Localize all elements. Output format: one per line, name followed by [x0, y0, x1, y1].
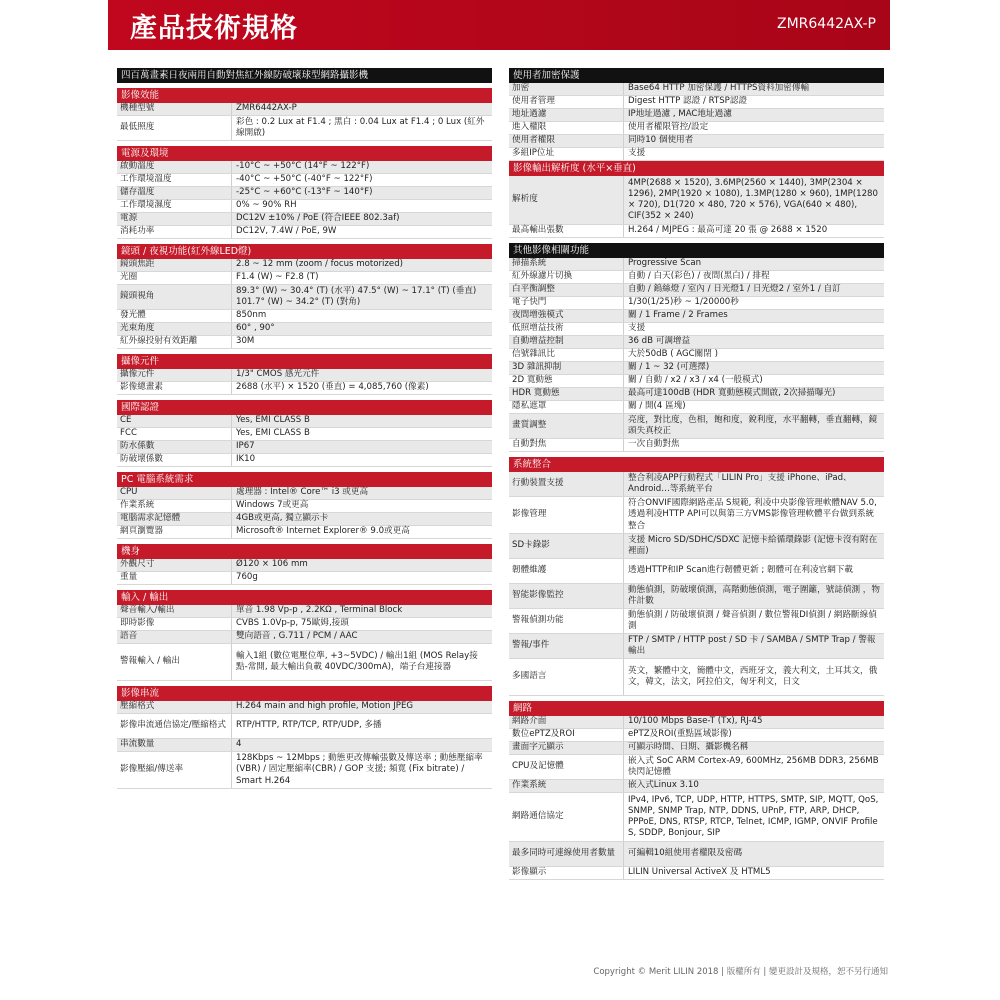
spec-label: 串流數量 — [120, 739, 155, 750]
spec-row — [117, 213, 492, 226]
header-banner — [108, 0, 890, 50]
spec-label: 工作環境濕度 — [120, 200, 172, 211]
spec-value: 最高可達100dB (HDR 寬動態模式開啟, 2次掃描曝光) — [623, 388, 884, 400]
spec-value: 整合利凌APP行動程式「LILIN Pro」支援 iPhone、iPad、Android…等系統平台 — [623, 472, 884, 496]
spec-label: 地址過濾 — [512, 109, 547, 120]
spec-value: ePTZ及ROI(重點區域影像) — [623, 729, 884, 741]
spec-row — [117, 559, 492, 572]
spec-label: CPU及記憶體 — [512, 761, 564, 772]
spec-label: 韌體維護 — [512, 565, 547, 576]
spec-value: -40°C ~ +50°C (-40°F ~ 122°F) — [231, 174, 492, 186]
spec-value: 動態偵測 / 防破壞偵測 / 聲音偵測 / 數位警報DI偵測 / 網路斷線偵測 — [623, 609, 884, 633]
spec-value: Base64 HTTP 加密保護 / HTTPS資料加密傳輸 — [623, 83, 884, 95]
spec-value: 同時10 個使用者 — [623, 135, 884, 147]
spec-row — [509, 729, 884, 742]
spec-label: 使用者管理 — [512, 96, 555, 107]
spec-row — [117, 701, 492, 714]
copyright-footer: Copyright © Merit LILIN 2018 | 版權所有 | 變更設計及規格，恕不另行通知 — [593, 967, 888, 977]
spec-label: HDR 寬動態 — [512, 388, 560, 399]
spec-row — [117, 739, 492, 752]
spec-label: 自動增益控制 — [512, 336, 564, 347]
spec-value: 自動 / 白天(彩色) / 夜間(黑白) / 排程 — [623, 271, 884, 283]
spec-value: 支援 Micro SD/SDHC/SDXC 記憶卡給循環錄影 (記憶卡沒有附在裡面) — [623, 534, 884, 558]
section-title: 電源及環境 — [117, 146, 492, 161]
spec-value: 亮度，對比度，色相，飽和度，銳利度，水平翻轉，垂直翻轉，鏡頭失真校正 — [623, 414, 884, 438]
spec-row — [509, 271, 884, 284]
spec-row — [509, 609, 884, 634]
spec-row — [117, 752, 492, 789]
spec-row — [117, 285, 492, 310]
spec-row — [509, 755, 884, 780]
spec-label: 儲存溫度 — [120, 187, 155, 198]
spec-label: 警報偵測功能 — [512, 615, 564, 626]
spec-row — [117, 174, 492, 187]
spec-row — [117, 187, 492, 200]
spec-value: IP地址過濾 , MAC地址過濾 — [623, 109, 884, 121]
spec-value: Progressive Scan — [623, 258, 884, 270]
spec-value: H.264 main and high profile, Motion JPEG — [231, 701, 492, 713]
spec-label: 機種型號 — [120, 103, 155, 114]
spec-label: 即時影像 — [120, 618, 155, 629]
spec-label: 最高輸出張數 — [512, 225, 564, 236]
spec-value: DC12V ±10% / PoE (符合IEEE 802.3af) — [231, 213, 492, 225]
section-title: 鏡頭 / 夜視功能(紅外線LED燈) — [117, 244, 492, 259]
spec-row — [509, 135, 884, 148]
spec-value: 單音 1.98 Vp-p , 2.2KΩ , Terminal Block — [231, 605, 492, 617]
spec-value: 89.3° (W) ~ 30.4° (T) (水平) 47.5° (W) ~ 17.1° (T) (垂直) 101.7° (W) ~ 34.2° (T) (對角) — [231, 285, 492, 309]
spec-label: 影像總畫素 — [120, 382, 163, 393]
spec-label: 多國語言 — [512, 671, 547, 682]
spec-value: 1/3" CMOS 感光元件 — [231, 369, 492, 381]
spec-row — [117, 415, 492, 428]
spec-row — [509, 584, 884, 609]
spec-value: Microsoft® Internet Explorer® 9.0或更高 — [231, 526, 492, 538]
spec-row — [117, 382, 492, 395]
spec-label: 防水係數 — [120, 441, 155, 452]
spec-label: 作業系統 — [512, 780, 547, 791]
spec-row — [117, 310, 492, 323]
section-title: 網路 — [509, 701, 884, 716]
left-spec-column — [117, 68, 492, 794]
spec-row — [509, 323, 884, 336]
spec-label: 警報/事件 — [512, 640, 550, 651]
spec-value: 2.8 ~ 12 mm (zoom / focus motorized) — [231, 259, 492, 271]
spec-value: 符合ONVIF國際網路產品 S規範, 利凌中央影像管理軟體NAV 5.0, 透過利凌HTTP API可以與第三方VMS影像管理軟體平台做到系統整合 — [623, 497, 884, 533]
spec-label: 畫面字元顯示 — [512, 742, 564, 753]
spec-row — [117, 631, 492, 644]
spec-value: Yes, EMI CLASS B — [231, 428, 492, 440]
spec-row — [117, 618, 492, 631]
spec-label: 解析度 — [512, 194, 538, 205]
spec-row — [509, 842, 884, 867]
spec-value: 可編輯10組使用者權限及密碼 — [623, 842, 884, 866]
spec-value: 850nm — [231, 310, 492, 322]
spec-value: 雙向語音 , G.711 / PCM / AAC — [231, 631, 492, 643]
section-title: 機身 — [117, 544, 492, 559]
section-title: 輸入 / 輸出 — [117, 590, 492, 605]
spec-row — [509, 439, 884, 452]
section-title: 國際認證 — [117, 400, 492, 415]
spec-label: 進入權限 — [512, 122, 547, 133]
spec-value: Yes, EMI CLASS B — [231, 415, 492, 427]
spec-row — [509, 742, 884, 755]
spec-label: 防破壞係數 — [120, 454, 163, 465]
spec-label: 紅外線濾片切換 — [512, 271, 573, 282]
spec-value: 使用者權限管控/設定 — [623, 122, 884, 134]
spec-row — [509, 634, 884, 659]
spec-label: 信號雜訊比 — [512, 349, 555, 360]
spec-value: 30M — [231, 336, 492, 348]
spec-row — [117, 454, 492, 467]
spec-row — [117, 259, 492, 272]
spec-row — [117, 200, 492, 213]
spec-row — [509, 362, 884, 375]
spec-value: RTP/HTTP, RTP/TCP, RTP/UDP, 多播 — [231, 714, 492, 738]
spec-value: 動態偵測，防破壞偵測，高階動態偵測，電子圍籬，號誌偵測 ，物件計數 — [623, 584, 884, 608]
spec-label: 消耗功率 — [120, 226, 155, 237]
section-title: PC 電腦系統需求 — [117, 472, 492, 487]
spec-row — [509, 472, 884, 497]
spec-label: 電子快門 — [512, 297, 547, 308]
spec-value: 透過HTTP和IP Scan進行韌體更新 ; 韌體可在利凌官網下載 — [623, 559, 884, 583]
spec-row — [117, 336, 492, 349]
spec-row — [509, 559, 884, 584]
spec-value: H.264 / MJPEG : 最高可達 20 張 @ 2688 × 1520 — [623, 225, 884, 237]
spec-row — [117, 272, 492, 285]
spec-value: IP67 — [231, 441, 492, 453]
section-title: 其他影像相關功能 — [509, 243, 884, 258]
spec-label: 工作環境溫度 — [120, 174, 172, 185]
spec-value: 128Kbps ~ 12Mbps ; 動態更改傳輸張數及傳送率 ; 動態壓縮率(VBR) / 固定壓縮率(CBR) / GOP 支援; 頻寬 (Fix bitrate) / Smart H.264 — [231, 752, 492, 788]
spec-value: 2688 (水平) × 1520 (垂直) = 4,085,760 (像素) — [231, 382, 492, 394]
section-title: 使用者加密保護 — [509, 68, 884, 83]
spec-row — [509, 497, 884, 534]
spec-row — [509, 225, 884, 238]
spec-row — [509, 297, 884, 310]
spec-label: 紅外線投射有效距離 — [120, 336, 198, 347]
spec-label: 網路介面 — [512, 716, 547, 727]
spec-label: 發光體 — [120, 310, 146, 321]
spec-label: 掃描系統 — [512, 258, 547, 269]
spec-value: 大於50dB ( AGC關閉 ) — [623, 349, 884, 361]
spec-label: 加密 — [512, 83, 530, 94]
spec-value: 輸入1組 (數位電壓位準, +3~5VDC) / 輸出1組 (MOS Relay接點-常開, 最大輸出負載 40VDC/300mA)，端子台連接器 — [231, 644, 492, 680]
spec-label: 電源 — [120, 213, 138, 224]
spec-row — [509, 659, 884, 696]
spec-label: 聲音輸入/輸出 — [120, 605, 175, 616]
spec-row — [117, 513, 492, 526]
section-title: 影像效能 — [117, 88, 492, 103]
spec-value: 60° , 90° — [231, 323, 492, 335]
spec-value: CVBS 1.0Vp-p, 75歐姆,接頭 — [231, 618, 492, 630]
spec-row — [509, 375, 884, 388]
spec-value: Ø120 × 106 mm — [231, 559, 492, 571]
spec-row — [509, 148, 884, 161]
spec-row — [117, 323, 492, 336]
section-title: 系統整合 — [509, 457, 884, 472]
spec-label: 白平衡調整 — [512, 284, 555, 295]
section-title: 影像串流 — [117, 686, 492, 701]
spec-value: 嵌入式 SoC ARM Cortex-A9, 600MHz, 256MB DDR3, 256MB 快閃記憶體 — [623, 755, 884, 779]
spec-row — [117, 500, 492, 513]
spec-label: 數位ePTZ及ROI — [512, 729, 575, 740]
section-gap — [117, 789, 492, 794]
spec-value: 英文，繁體中文，簡體中文，西班牙文，義大利文，土耳其文，俄文，韓文，法文，阿拉伯文，匈牙利文，日文 — [623, 659, 884, 695]
section-gap — [509, 880, 884, 885]
spec-value: 0% ~ 90% RH — [231, 200, 492, 212]
spec-label: 鏡頭視角 — [120, 291, 155, 302]
spec-row — [509, 388, 884, 401]
spec-value: 4 — [231, 739, 492, 751]
spec-label: CE — [120, 415, 132, 426]
spec-label: 2D 寬動態 — [512, 375, 553, 386]
spec-row — [117, 116, 492, 141]
spec-row — [117, 428, 492, 441]
spec-row — [117, 103, 492, 116]
spec-row — [509, 414, 884, 439]
spec-label: 光束角度 — [120, 323, 155, 334]
spec-label: 影像壓縮/傳送率 — [120, 764, 184, 775]
spec-value: 處理器 : Intel® Core™ i3 或更高 — [231, 487, 492, 499]
spec-value: 36 dB 可調增益 — [623, 336, 884, 348]
spec-value: 彩色 : 0.2 Lux at F1.4 ; 黑白 : 0.04 Lux at F1.4 ; 0 Lux (紅外線開啟) — [231, 116, 492, 140]
spec-row — [509, 401, 884, 414]
spec-row — [117, 441, 492, 454]
spec-row — [117, 605, 492, 618]
spec-value: -25°C ~ +60°C (-13°F ~ 140°F) — [231, 187, 492, 199]
spec-value: 4MP(2688 × 1520), 3.6MP(2560 × 1440), 3MP(2304 × 1296), 2MP(1920 × 1080), 1.3MP(1280 × 960), 1MP(1280 × 720), D1(720 × 480, 720 × 576), VGA(640 × 480), CIF(352 × 240) — [623, 176, 884, 224]
spec-label: 警報輸入 / 輸出 — [120, 656, 180, 667]
spec-label: 鏡頭焦距 — [120, 259, 155, 270]
spec-label: 3D 雜訊抑制 — [512, 362, 562, 373]
spec-label: 使用者權限 — [512, 135, 555, 146]
spec-row — [509, 793, 884, 842]
spec-row — [117, 644, 492, 681]
spec-value: LILIN Universal ActiveX 及 HTML5 — [623, 867, 884, 879]
spec-label: 網頁瀏覽器 — [120, 526, 163, 537]
spec-row — [509, 284, 884, 297]
spec-value: 關 / 開(4 區塊) — [623, 401, 884, 413]
spec-row — [117, 369, 492, 382]
spec-value: 支援 — [623, 148, 884, 160]
spec-label: 影像管理 — [512, 509, 547, 520]
spec-value: 關 / 自動 / x2 / x3 / x4 (一般模式) — [623, 375, 884, 387]
spec-label: 自動對焦 — [512, 439, 547, 450]
spec-row — [117, 226, 492, 239]
spec-value: ZMR6442AX-P — [231, 103, 492, 115]
spec-row — [117, 572, 492, 585]
spec-label: 光圈 — [120, 272, 138, 283]
spec-label: 畫質調整 — [512, 420, 547, 431]
spec-label: 影像顯示 — [512, 867, 547, 878]
section-title: 四百萬畫素日夜兩用自動對焦紅外線防破壞球型網路攝影機 — [117, 68, 492, 83]
spec-value: Digest HTTP 認證 / RTSP認證 — [623, 96, 884, 108]
spec-label: 最多同時可連線使用者數量 — [512, 848, 616, 859]
spec-label: 多組IP位址 — [512, 148, 555, 159]
spec-value: 1/30(1/25)秒 ~ 1/20000秒 — [623, 297, 884, 309]
spec-row — [117, 487, 492, 500]
spec-row — [509, 109, 884, 122]
spec-label: 智能影像監控 — [512, 590, 564, 601]
section-title: 攝像元件 — [117, 354, 492, 369]
spec-value: F1.4 (W) ~ F2.8 (T) — [231, 272, 492, 284]
spec-value: IPv4, IPv6, TCP, UDP, HTTP, HTTPS, SMTP, SIP, MQTT, QoS, SNMP, SNMP Trap, NTP, DDNS, UPnP, FTP, ARP, DHCP, PPPoE, DNS, RTSP, RTCP, Telnet, ICMP, IGMP, ONVIF Profile S, SDDP, Bonjour, SIP — [623, 793, 884, 841]
spec-value: 關 / 1 Frame / 2 Frames — [623, 310, 884, 322]
spec-label: 最低照度 — [120, 122, 155, 133]
spec-label: 隱私遮罩 — [512, 401, 547, 412]
spec-row — [117, 526, 492, 539]
spec-label: 低照增益技術 — [512, 323, 564, 334]
spec-row — [509, 96, 884, 109]
spec-value: 760g — [231, 572, 492, 584]
spec-row — [509, 867, 884, 880]
spec-label: 影像串流通信協定/壓縮格式 — [120, 720, 227, 731]
spec-label: 作業系統 — [120, 500, 155, 511]
spec-label: 重量 — [120, 572, 138, 583]
spec-row — [509, 258, 884, 271]
spec-value: 關 / 1 ~ 32 (可選擇) — [623, 362, 884, 374]
spec-value: -10°C ~ +50°C (14°F ~ 122°F) — [231, 161, 492, 173]
spec-label: 啟動溫度 — [120, 161, 155, 172]
spec-row — [509, 716, 884, 729]
model-number: ZMR6442AX-P — [777, 16, 876, 32]
spec-value: DC12V, 7.4W / PoE, 9W — [231, 226, 492, 238]
spec-row — [509, 534, 884, 559]
spec-value: 10/100 Mbps Base-T (Tx), RJ-45 — [623, 716, 884, 728]
page-title: 產品技術規格 — [130, 13, 298, 44]
spec-label: 網路通信協定 — [512, 811, 564, 822]
spec-label: 壓縮格式 — [120, 701, 155, 712]
section-title: 影像輸出解析度 (水平×垂直) — [509, 161, 884, 176]
spec-label: 行動裝置支援 — [512, 478, 564, 489]
spec-value: 自動 / 鎢絲燈 / 室內 / 日光燈1 / 日光燈2 / 室外1 / 自訂 — [623, 284, 884, 296]
spec-row — [509, 122, 884, 135]
spec-label: SD卡錄影 — [512, 540, 550, 551]
spec-value: 一次自動對焦 — [623, 439, 884, 451]
spec-row — [509, 780, 884, 793]
spec-label: 攝像元件 — [120, 369, 155, 380]
spec-row — [509, 176, 884, 225]
spec-label: 電腦需求記憶體 — [120, 513, 181, 524]
spec-label: CPU — [120, 487, 138, 498]
spec-row — [509, 349, 884, 362]
spec-row — [509, 310, 884, 323]
spec-row — [117, 714, 492, 739]
right-spec-column — [509, 68, 884, 885]
spec-value: IK10 — [231, 454, 492, 466]
spec-value: Windows 7或更高 — [231, 500, 492, 512]
spec-value: 嵌入式Linux 3.10 — [623, 780, 884, 792]
spec-value: 可顯示時間、日期、攝影機名稱 — [623, 742, 884, 754]
spec-row — [509, 83, 884, 96]
spec-value: 支援 — [623, 323, 884, 335]
spec-label: FCC — [120, 428, 137, 439]
spec-label: 外觀尺寸 — [120, 559, 155, 570]
spec-value: FTP / SMTP / HTTP post / SD 卡 / SAMBA / SMTP Trap / 警報輸出 — [623, 634, 884, 658]
spec-label: 語音 — [120, 631, 138, 642]
spec-value: 4GB或更高, 獨立顯示卡 — [231, 513, 492, 525]
spec-row — [509, 336, 884, 349]
spec-label: 夜間增強模式 — [512, 310, 564, 321]
spec-row — [117, 161, 492, 174]
